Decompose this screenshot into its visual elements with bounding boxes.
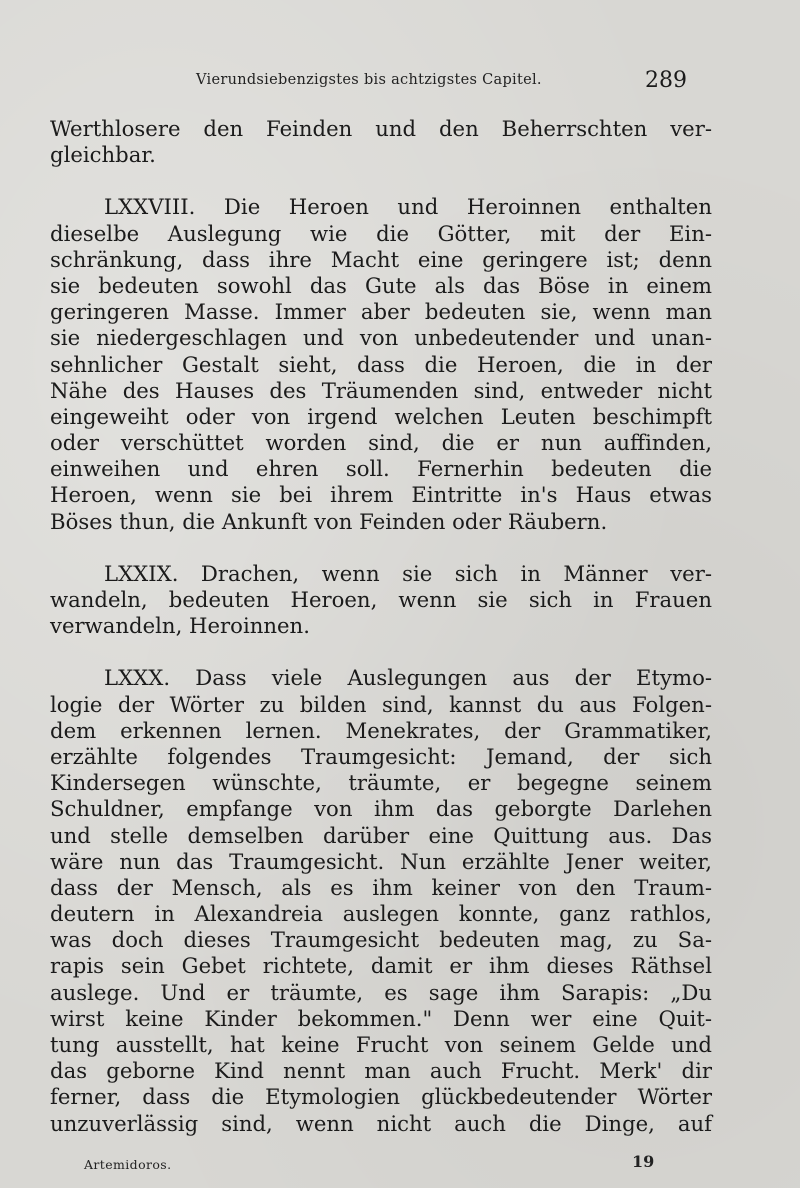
- page-number: 289: [645, 68, 687, 93]
- text-line: Schuldner, empfange von ihm das geborgte Darlehen: [50, 796, 712, 822]
- text-line: und stelle demselben darüber eine Quittung aus. Das: [50, 822, 712, 848]
- text-line: schränkung, dass ihre Macht eine geringere ist; denn: [50, 246, 712, 272]
- running-head: [0, 68, 800, 98]
- text-line: Nähe des Hauses des Träumenden sind, entweder nicht: [50, 377, 712, 403]
- signature-mark: Artemidoros.: [84, 1157, 172, 1172]
- text-line: wirst keine Kinder bekommen." Denn wer eine Quit-: [50, 1005, 712, 1031]
- text-line: logie der Wörter zu bilden sind, kannst du aus Folgen-: [50, 691, 712, 717]
- text-line: sie niedergeschlagen und von unbedeutender und unan-: [50, 325, 712, 351]
- text-line: dieselbe Auslegung wie die Götter, mit der Ein-: [50, 220, 712, 246]
- text-line: oder verschüttet worden sind, die er nun auffinden,: [50, 430, 712, 456]
- text-line: verwandeln, Heroinnen.: [50, 613, 310, 639]
- text-line: Heroen, wenn sie bei ihrem Eintritte in's Haus etwas: [50, 482, 712, 508]
- text-line: tung ausstellt, hat keine Frucht von seinem Gelde und: [50, 1032, 712, 1057]
- text-line: wäre nun das Traumgesicht. Nun erzählte Jener weiter,: [50, 848, 712, 874]
- text-line: sie bedeuten sowohl das Gute als das Böse in einem: [50, 272, 712, 298]
- sheet-number: 19: [632, 1152, 655, 1171]
- text-line: deutern in Alexandreia auslegen konnte, ganz rathlos,: [50, 901, 712, 927]
- paragraph-gap: [50, 168, 712, 194]
- text-line: was doch dieses Traumgesicht bedeuten mag, zu Sa-: [50, 927, 712, 953]
- text-line: unzuverlässig sind, wenn nicht auch die Dinge, auf: [50, 1110, 712, 1136]
- text-line: Werthlosere den Feinden und den Beherrschten ver-: [50, 116, 712, 141]
- text-line: Böses thun, die Ankunft von Feinden oder Räubern.: [50, 508, 608, 534]
- text-line: dass der Mensch, als es ihm keiner von den Traum-: [50, 874, 712, 900]
- text-line: gleichbar.: [50, 142, 156, 168]
- text-line: dem erkennen lernen. Menekrates, der Grammatiker,: [50, 717, 712, 743]
- text-line: erzählte folgendes Traumgesicht: Jemand, der sich: [50, 743, 712, 769]
- page-footer: [0, 1150, 800, 1180]
- text-line: wandeln, bedeuten Heroen, wenn sie sich in Frauen: [50, 587, 712, 612]
- text-line: sehnlicher Gestalt sieht, dass die Heroen, die in der: [50, 351, 712, 377]
- paragraph-gap: [50, 535, 712, 561]
- text-line: geringeren Masse. Immer aber bedeuten sie, wenn man: [50, 299, 712, 325]
- text-line: das geborne Kind nennt man auch Frucht. Merk' dir: [50, 1058, 712, 1084]
- section-lxxviii-first-line: LXXVIII. Die Heroen und Heroinnen enthalten: [104, 194, 712, 220]
- text-line: einweihen und ehren soll. Fernerhin bedeuten die: [50, 456, 712, 482]
- section-lxxx-first-line: LXXX. Dass viele Auslegungen aus der Etymo-: [104, 665, 712, 691]
- section-lxxix-first-line: LXXIX. Drachen, wenn sie sich in Männer ver-: [104, 560, 712, 586]
- running-title: Vierundsiebenzigstes bis achtzigstes Capitel.: [196, 72, 542, 88]
- paragraph-gap: [50, 639, 712, 665]
- text-line: ferner, dass die Etymologien glückbedeutender Wörter: [50, 1084, 712, 1110]
- text-line: rapis sein Gebet richtete, damit er ihm dieses Räthsel: [50, 953, 712, 979]
- body-text: [50, 116, 712, 1137]
- text-line: eingeweiht oder von irgend welchen Leuten beschimpft: [50, 403, 712, 429]
- text-line: auslege. Und er träumte, es sage ihm Sarapis: „Du: [50, 979, 712, 1005]
- text-line: Kindersegen wünschte, träumte, er begegne seinem: [50, 770, 712, 796]
